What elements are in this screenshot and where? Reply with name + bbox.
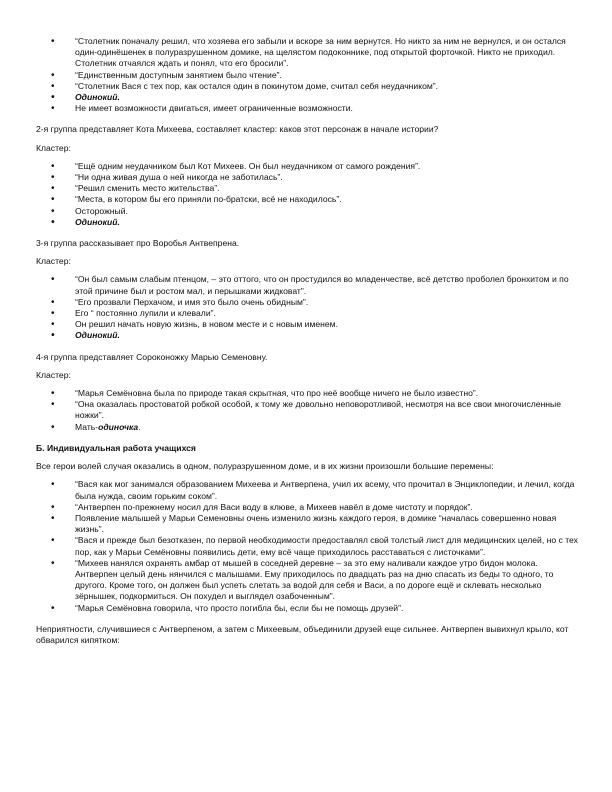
list-item: • “Столетник поначалу решил, что хозяева его забыли и вскоре за ним вернутся. Но никто за ним не вернулся, и он остался один-одинёшенек в полуразрушенном домике, на щелястом подоконнике, под открытой форточкой. Никто не приходил. Столетник отчаялся ждать и понял, что его бросили”. [36, 36, 580, 70]
list-item: • Одинокий. [36, 217, 580, 228]
list-item: • “Михеев нанялся охранять амбар от мышей в соседней деревне – за это ему наливали каждое утро бидон молока. Антверпен целый день нянчился с малышами. Ему приходилось по двадцать раз на дню спасать из беды то одного, то другого. Кроме того, он должен был успеть слетать за водой для себя и Васи, а по дороге ещё и склевать несколько зёрнышек, подкормиться. Он похудел и выглядел озабоченным”. [36, 558, 580, 603]
group3-list [36, 274, 580, 341]
list-item: • “Места, в котором бы его приняли по-братски, всё не находилось”. [36, 194, 580, 205]
list-item: • “Ни одна живая душа о ней никогда не заботилась”. [36, 172, 580, 183]
group4-list [36, 388, 580, 433]
list-item: • “Вася как мог занимался образованием Михеева и Антверпена, учил их всему, что прочитал в Энциклопедии, и лечил, когда была нужда, своим горьким соком”. [36, 479, 580, 501]
list-item [36, 422, 580, 433]
list-item: • “Он был самым слабым птенцом, – это оттого, что он простудился во младенчестве, всё детство проболел бронхитом и по этой причине был и ростом мал, и перышками жидковат”. [36, 274, 580, 296]
document-page [36, 36, 580, 646]
list-item: • “Она оказалась простоватой робкой особой, к тому же довольно неповоротливой, несмотря на все свои многочисленные ножки”. [36, 399, 580, 421]
list-item: • “Ещё одним неудачником был Кот Михеев. Он был неудачником от самого рождения”. [36, 161, 580, 172]
section-heading: Б. Индивидуальная работа учащихся [36, 442, 196, 453]
list-item: • “Столетник Вася с тех пор, как остался один в покинутом доме, считал себя неудачником”. [36, 81, 580, 92]
list-item: • “Антверпен по-прежнему носил для Васи воду в клюве, а Михеев навёл в доме чистоту и порядок”. [36, 502, 580, 513]
list-item: • “Вася и прежде был безотказен, по первой необходимости предоставлял свой толстый лист для медицинских целей, но с тех пор, как у Марьи Семёновны появились дети, ему всё чаще приходилось расставаться с листочками”. [36, 535, 580, 557]
list-item: • Появление малышей у Марьи Семеновны очень изменило жизнь каждого героя, в домике “началась совершенно новая жизнь”. [36, 513, 580, 535]
section-b-list [36, 479, 580, 613]
group1-list [36, 36, 580, 114]
list-item: • Он решил начать новую жизнь, в новом месте и с новым именем. [36, 319, 580, 330]
list-item: • “Решил сменить место жительства”. [36, 183, 580, 194]
section-intro: Все герои волей случая оказались в одном, полуразрушенном доме, и в их жизни произошли большие перемены: [36, 461, 494, 472]
list-item: • “Единственным доступным занятием было чтение”. [36, 70, 580, 81]
group2-list [36, 161, 580, 228]
list-item-suffix: . [138, 421, 141, 432]
group3-cluster-label: Кластер: [36, 256, 71, 267]
list-item: • “Его прозвали Перхачом, и имя это было очень обидным”. [36, 297, 580, 308]
list-item: • Не имеет возможности двигаться, имеет ограниченные возможности. [36, 103, 580, 114]
list-item: • Осторожный. [36, 206, 580, 217]
group4-intro: 4-я группа представляет Сороконожку Марью Семеновну. [36, 351, 268, 362]
list-item: • Его “ постоянно лупили и клевали”. [36, 308, 580, 319]
group2-intro: 2-я группа представляет Кота Михеева, составляет кластер: каков этот персонаж в начале истории? [36, 124, 439, 135]
list-item-emphasis: одиночка [98, 421, 139, 432]
list-item: • Одинокий. [36, 92, 580, 103]
group3-intro: 3-я группа рассказывает про Воробья Антвепрена. [36, 238, 240, 249]
list-item: • “Марья Семёновна была по природе такая скрытная, что про неё вообще ничего не было известно”. [36, 388, 580, 399]
list-item-prefix: Мать- [75, 421, 99, 432]
list-item: • Одинокий. [36, 330, 580, 341]
group4-cluster-label: Кластер: [36, 369, 71, 380]
closing-paragraph: Неприятности, случившиеся с Антверпеном, а затем с Михеевым, объединили друзей еще сильнее. Антверпен вывихнул крыло, кот обварился кипятком: [36, 623, 569, 645]
group2-cluster-label: Кластер: [36, 142, 71, 153]
list-item: • “Марья Семёновна говорила, что просто погибла бы, если бы не помощь друзей”. [36, 603, 580, 614]
